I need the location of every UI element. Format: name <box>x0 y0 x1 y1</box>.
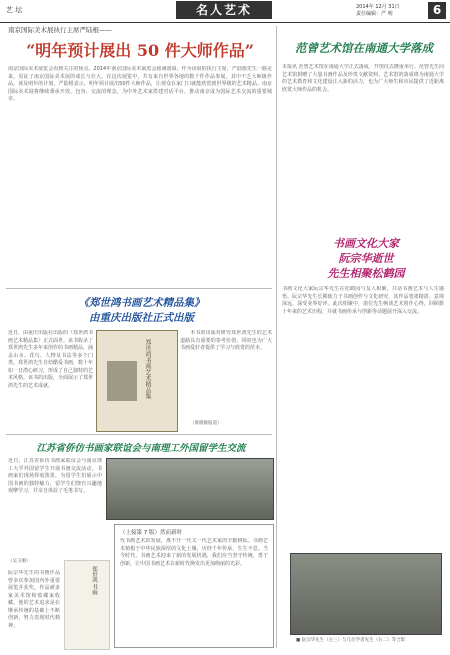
exhibition-photo <box>106 458 274 520</box>
right-article-headline: 范曾艺术馆在南通大学落成 <box>295 41 433 55</box>
exhibition-body: 近日，江苏省侨仿书画家联谊会与南京理工大学外国留学生开展书画交流活动。书画家们现场挥毫泼墨，为留学生们展示中国书画的独特魅力，留学生们饶有兴趣地观摩学习，并亲自体验了毛笔书写。 <box>8 458 102 494</box>
right2-headline-line3: 先生相聚松鹤园 <box>327 267 405 280</box>
top-article-kicker: 南京国际美术展执行主席严陆根—— <box>8 26 112 34</box>
section-divider-2 <box>6 434 272 435</box>
book-article-headline <box>14 296 269 326</box>
column-divider <box>276 26 277 648</box>
top-article-headline: “明年预计展出 50 件大师作品” <box>26 41 254 60</box>
continued-article-title: （上接第 7 版）然而新时 <box>120 530 182 536</box>
exhibition-headline: 江苏省侨仿书画家联谊会与南理工外国留学生交流 <box>36 443 246 454</box>
newspaper-logo: 名人艺术 <box>176 1 272 19</box>
group-photo-caption: ■ 阮宗华先生（左三）与几位学者先生（右二）等合影 <box>296 638 406 643</box>
section-label: 艺 坛 <box>6 6 23 14</box>
right2-article-headline <box>296 236 436 281</box>
section-divider <box>6 288 272 289</box>
continued-article-body: 代书画艺术的发展，离不开一代又一代艺术家的辛勤耕耘。书画艺术植根于中华民族深厚的文化土壤，历经千年传承，生生不息。当今时代，书画艺术迎来了新的发展机遇，我们应当坚守传统、勇于创新，让中国书画艺术在新时代焕发出更加绚丽的光彩。 <box>120 538 268 567</box>
book-article-body-right: 本书的出版对研究郑世鸿先生的艺术道路具有重要的参考价值，同时也为广大书画爱好者提供了学习与欣赏的范本。 <box>180 330 272 351</box>
book-article-body-left: 近日，由重庆出版社出版的《郑世鸿书画艺术精品集》正式面世。该书收录了郑世鸿先生多年来创作的书画精品，涵盖山水、花鸟、人物及书法等多个门类。郑世鸿先生自幼酷爱书画，数十年如一日潜心研习，形成了自己独特的艺术风格。该书的出版，全面展示了郑世鸿先生的艺术成就。 <box>8 330 93 389</box>
book-headline-line2: 由重庆出版社正式出版 <box>89 312 194 324</box>
top-article-body: 南京国际美术展览会看到关注的焦点。2014年南京国际美术展览会圆满落幕，作为该展的执行主席，严陆根先生一路走来，见证了南京国际美术展的成长与壮大。在这次展览中，共有来自世界各地的数千件作品参展，其中不乏大师级作品。谈及明年的计划，严陆根表示，明年预计展出50件大师作品，让观众在家门口就能欣赏到世界级的艺术精品。南京国际美术展将继续秉承开放、包容、交流的理念，为中外艺术家搭建对话平台，推动南京成为国际艺术交流的重要城市。 <box>8 66 272 102</box>
book-headline-line1: 《郑世鸿书画艺术精品集》 <box>78 297 205 309</box>
book-cover-image <box>107 361 137 401</box>
lower-left-body: 阮宗华先生的书画作品曾多次参加国内外重要展览并获奖，作品被多家美术馆和收藏家收藏。他的艺术追求是在继承传统的基础上不断创新，努力表现时代精神。 <box>8 570 60 629</box>
calligraphy-scroll <box>64 560 110 650</box>
group-photo <box>290 553 442 635</box>
right-article-body: 本报讯 范曾艺术馆在南通大学正式落成，开馆仪式隆重举行。范曾先生向艺术馆捐赠了大量书画作品及珍贵文献资料，艺术馆的落成将为南通大学的艺术教育和文化建设注入新的活力，也为广大师生和市民提供了近距离欣赏大师作品的机会。 <box>282 64 444 93</box>
exhibition-byline: （吴玉刚） <box>8 559 31 564</box>
calligraphy-text: 郑世鸿 书画 <box>91 566 97 596</box>
header-date-block <box>356 4 400 18</box>
right2-headline-line1: 书画文化大家 <box>333 237 399 250</box>
book-cover-title: 郑世鸿书画艺术精品集 <box>144 339 151 399</box>
header-date: 2014年 12月 31日 <box>356 4 400 10</box>
right2-article-body: 书画文化大家阮宗华先生在松鹤园与友人相聚，共话书画艺术与人生感悟。阮宗华先生长期致力于书画创作与文化研究，其作品笔墨精湛、意境深远，深受业界好评。此次相聚中，诸位先生畅谈艺术创作心得，回顾数十年来的艺术历程，并就书画传承与创新等话题展开深入交流。 <box>282 286 444 315</box>
right2-headline-line2: 阮宗华逝世 <box>338 252 394 265</box>
page-number: 6 <box>428 2 446 19</box>
book-cover <box>96 330 178 432</box>
book-byline: （康晓敏报道） <box>190 421 222 426</box>
header-editor: 责任编辑：严 明 <box>356 11 393 17</box>
